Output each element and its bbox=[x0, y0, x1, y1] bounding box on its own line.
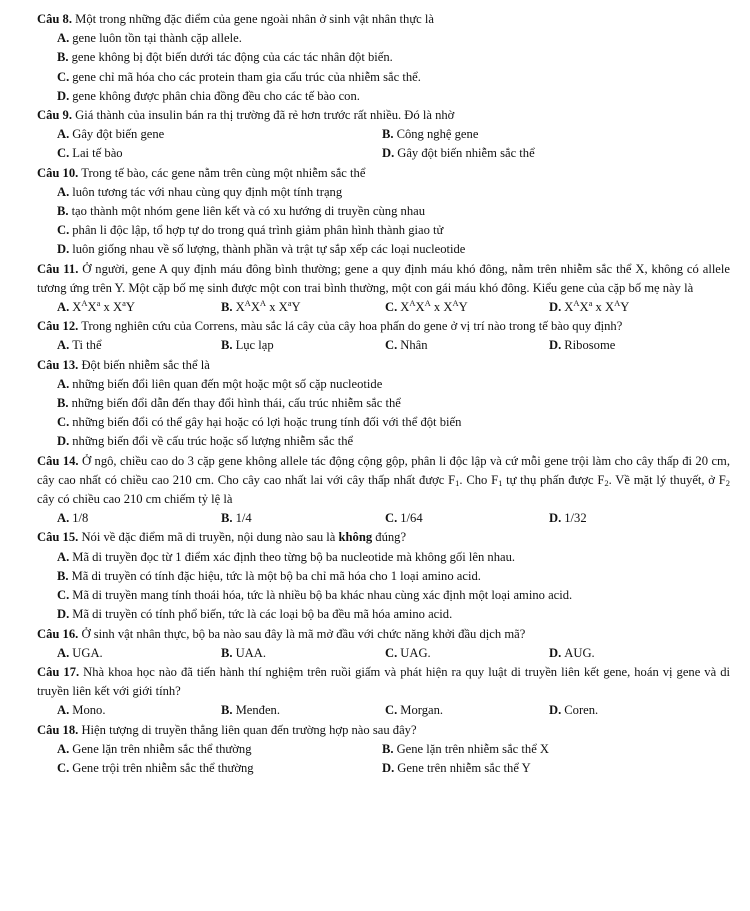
option-c bbox=[385, 644, 549, 663]
option-text: UAG. bbox=[400, 645, 431, 660]
option-text: Mã di truyền mang tính thoái hóa, tức là nhiều bộ ba khác nhau cùng xác định một loại amino acid. bbox=[72, 588, 573, 603]
question-9 bbox=[37, 106, 730, 164]
question-stem bbox=[37, 356, 730, 375]
question-stem bbox=[37, 663, 730, 701]
option-a bbox=[57, 125, 382, 144]
option-c bbox=[57, 144, 382, 163]
question-text: Đột biến nhiễm sắc thể là bbox=[78, 357, 210, 372]
option-d bbox=[549, 298, 713, 317]
option-b bbox=[382, 740, 707, 759]
option-c bbox=[37, 586, 730, 605]
option-text: Lục lạp bbox=[235, 338, 274, 353]
option-c bbox=[385, 509, 549, 528]
option-letter: C. bbox=[385, 645, 398, 660]
option-letter: A. bbox=[57, 549, 70, 564]
option-c bbox=[385, 298, 549, 317]
option-d bbox=[549, 701, 713, 720]
question-text: Ở sinh vật nhân thực, bộ ba nào sau đây là mã mở đầu với chức năng khởi đầu dịch mã? bbox=[78, 626, 526, 641]
option-text: Mã di truyền đọc từ 1 điểm xác định theo từng bộ ba nucleotide mà không gối lên nhau. bbox=[72, 549, 516, 564]
option-text: gene không bị đột biến dưới tác động của các tác nhân đột biến. bbox=[71, 50, 393, 65]
option-letter: D. bbox=[57, 88, 70, 103]
option-b bbox=[221, 701, 385, 720]
option-b bbox=[221, 644, 385, 663]
option-letter: B. bbox=[382, 127, 394, 142]
options-row bbox=[37, 701, 730, 720]
option-letter: A. bbox=[57, 645, 70, 660]
option-text: Gây đột biến nhiễm sắc thể bbox=[397, 146, 535, 161]
options-row bbox=[37, 740, 730, 759]
option-letter: B. bbox=[221, 645, 233, 660]
option-letter: D. bbox=[57, 607, 70, 622]
question-stem bbox=[37, 317, 730, 336]
question-number: Câu 8. bbox=[37, 12, 72, 26]
option-text: Mã di truyền có tính đặc hiệu, tức là một bộ ba chỉ mã hóa cho 1 loại amino acid. bbox=[71, 568, 481, 583]
option-letter: A. bbox=[57, 31, 70, 46]
option-text: những biến đổi liên quan đến một hoặc một số cặp nucleotide bbox=[72, 376, 383, 391]
option-text: Gene lặn trên nhiễm sắc thể X bbox=[396, 741, 550, 756]
question-12 bbox=[37, 317, 730, 355]
question-18 bbox=[37, 721, 730, 779]
options-row bbox=[37, 125, 730, 144]
option-c bbox=[385, 336, 549, 355]
option-text: Gene trên nhiễm sắc thể Y bbox=[397, 760, 531, 775]
option-c bbox=[57, 759, 382, 778]
question-number: Câu 17. bbox=[37, 664, 80, 679]
option-b bbox=[221, 298, 385, 317]
question-11 bbox=[37, 260, 730, 318]
option-a bbox=[57, 509, 221, 528]
question-number: Câu 11. bbox=[37, 261, 79, 276]
option-letter: C. bbox=[57, 415, 70, 430]
option-letter: A. bbox=[57, 184, 70, 199]
option-text: những biến đổi có thể gây hại hoặc có lợi hoặc trung tính đối với thể đột biến bbox=[72, 415, 462, 430]
question-text: Ở ngô, chiều cao do 3 cặp gene không allele tác động cộng gộp, phân li độc lập và cứ mỗi gene trội làm cho cây thấp đi 20 cm, cây cao nhất có chiều cao 210 cm. Cho cây cao nhất lai với cây thấp nhất được $F_1$. Cho $F_1$ tự thụ phấn được $F_2$. Về mặt lý thuyết, ở $F_2$ cây có chiều cao 210 cm chiếm tỷ lệ là bbox=[37, 453, 730, 507]
option-a bbox=[37, 375, 730, 394]
question-text: Trong nghiên cứu của Correns, màu sắc lá cây của cây hoa phấn do gene ở vị trí nào trong tế bào quy định? bbox=[78, 319, 623, 334]
emphasis-text: không bbox=[338, 530, 373, 545]
option-text: Gây đột biến gene bbox=[72, 127, 165, 142]
option-text: Ti thể bbox=[72, 338, 102, 353]
option-a bbox=[57, 701, 221, 720]
option-letter: B. bbox=[57, 568, 69, 583]
option-letter: A. bbox=[57, 703, 70, 718]
question-number: Câu 16. bbox=[37, 626, 79, 641]
option-text: gene chỉ mã hóa cho các protein tham gia cấu trúc của nhiễm sắc thể. bbox=[72, 69, 421, 84]
option-letter: C. bbox=[385, 703, 398, 718]
option-a bbox=[37, 29, 730, 48]
question-text: Một trong những đặc điểm của gene ngoài nhân ở sinh vật nhân thực là bbox=[72, 12, 435, 26]
option-letter: B. bbox=[221, 300, 233, 315]
question-number: Câu 12. bbox=[37, 319, 79, 334]
option-d bbox=[382, 144, 707, 163]
option-letter: D. bbox=[57, 434, 70, 449]
option-b bbox=[37, 567, 730, 586]
option-text: Gene trội trên nhiễm sắc thể thường bbox=[72, 760, 254, 775]
question-text: Nhà khoa học nào đã tiến hành thí nghiệm trên ruồi giấm và phát hiện ra quy luật di truyền liên kết gene, hoán vị gene và di truyền liên kết với giới tính? bbox=[37, 664, 730, 699]
option-d bbox=[549, 509, 713, 528]
option-c bbox=[37, 413, 730, 432]
option-letter: B. bbox=[57, 50, 69, 65]
option-letter: C. bbox=[57, 146, 70, 161]
option-letter: D. bbox=[549, 338, 562, 353]
option-letter: C. bbox=[385, 511, 398, 526]
option-d bbox=[37, 240, 730, 259]
option-text: UAA. bbox=[235, 645, 266, 660]
option-text: Công nghệ gene bbox=[396, 127, 479, 142]
option-letter: B. bbox=[221, 511, 233, 526]
option-text: Mono. bbox=[72, 703, 106, 718]
option-d bbox=[549, 644, 713, 663]
options-row bbox=[37, 144, 730, 163]
question-number: Câu 13. bbox=[37, 357, 79, 372]
question-stem bbox=[37, 452, 730, 510]
option-text: Ribosome bbox=[564, 338, 616, 353]
genotype: $X^AX^a$ x $X^aY$ bbox=[72, 298, 135, 315]
genotype: $X^AX^A$ x $X^AY$ bbox=[400, 298, 468, 315]
question-stem bbox=[37, 260, 730, 298]
option-text: Gene lặn trên nhiễm sắc thể thường bbox=[72, 741, 252, 756]
question-stem bbox=[37, 528, 730, 547]
option-text: những biến đổi dẫn đến thay đổi hình thái, cấu trúc nhiễm sắc thể bbox=[71, 396, 401, 411]
option-a bbox=[57, 740, 382, 759]
option-d bbox=[37, 605, 730, 624]
option-text: phân li độc lập, tổ hợp tự do trong quá trình giảm phân hình thành giao tử bbox=[72, 223, 444, 238]
options-row bbox=[37, 509, 730, 528]
option-text: tạo thành một nhóm gene liên kết và có xu hướng di truyền cùng nhau bbox=[71, 204, 425, 219]
question-text: Giá thành của insulin bán ra thị trường đã rẻ hơn trước rất nhiều. Đó là nhờ bbox=[72, 108, 455, 123]
option-letter: B. bbox=[221, 703, 233, 718]
option-text: 1/4 bbox=[235, 511, 252, 526]
option-b bbox=[382, 125, 707, 144]
question-number: Câu 10. bbox=[37, 165, 79, 180]
option-c bbox=[37, 68, 730, 87]
question-number: Câu 9. bbox=[37, 108, 72, 123]
option-b bbox=[221, 336, 385, 355]
option-letter: C. bbox=[57, 69, 70, 84]
question-10 bbox=[37, 164, 730, 260]
option-b bbox=[37, 202, 730, 221]
option-text: AUG. bbox=[564, 645, 595, 660]
option-a bbox=[57, 644, 221, 663]
question-number: Câu 14. bbox=[37, 453, 79, 468]
option-letter: D. bbox=[549, 511, 562, 526]
question-text: Nói về đặc điểm mã di truyền, nội dung nào sau là bbox=[78, 530, 339, 545]
question-16 bbox=[37, 625, 730, 663]
option-a bbox=[57, 298, 221, 317]
question-15 bbox=[37, 528, 730, 624]
option-letter: B. bbox=[221, 338, 233, 353]
question-text-end: đúng? bbox=[372, 530, 407, 545]
option-text: gene luôn tồn tại thành cặp allele. bbox=[72, 31, 242, 46]
option-letter: B. bbox=[57, 204, 69, 219]
question-number: Câu 15. bbox=[37, 530, 79, 545]
option-text: UGA. bbox=[72, 645, 103, 660]
option-text: luôn giống nhau về số lượng, thành phần và trật tự sắp xếp các loại nucleotide bbox=[72, 242, 466, 257]
option-letter: A. bbox=[57, 338, 70, 353]
option-a bbox=[37, 548, 730, 567]
option-letter: B. bbox=[57, 396, 69, 411]
option-b bbox=[37, 394, 730, 413]
option-b bbox=[37, 48, 730, 67]
option-letter: A. bbox=[57, 511, 70, 526]
question-8 bbox=[37, 10, 730, 106]
option-b bbox=[221, 509, 385, 528]
options-row bbox=[37, 298, 730, 317]
option-letter: A. bbox=[57, 741, 70, 756]
option-letter: C. bbox=[385, 338, 398, 353]
option-text: Nhân bbox=[400, 338, 428, 353]
option-text: những biến đổi về cấu trúc hoặc số lượng nhiễm sắc thể bbox=[72, 434, 354, 449]
option-d bbox=[549, 336, 713, 355]
option-letter: B. bbox=[382, 741, 394, 756]
option-letter: D. bbox=[57, 242, 70, 257]
option-text: gene không được phân chia đồng đều cho các tế bào con. bbox=[72, 88, 360, 103]
option-letter: D. bbox=[549, 703, 562, 718]
option-text: 1/64 bbox=[400, 511, 423, 526]
genotype: $X^AX^A$ x $X^aY$ bbox=[235, 298, 301, 315]
option-letter: C. bbox=[57, 588, 70, 603]
genotype: $X^AX^a$ x $X^AY$ bbox=[564, 298, 630, 315]
option-text: 1/32 bbox=[564, 511, 587, 526]
question-number: Câu 18. bbox=[37, 722, 79, 737]
option-c bbox=[385, 701, 549, 720]
option-letter: D. bbox=[382, 760, 395, 775]
options-row bbox=[37, 644, 730, 663]
option-d bbox=[37, 432, 730, 451]
option-text: Menđen. bbox=[235, 703, 280, 718]
option-letter: D. bbox=[549, 645, 562, 660]
question-stem bbox=[37, 10, 730, 29]
option-letter: A. bbox=[57, 127, 70, 142]
option-text: Lai tế bào bbox=[72, 146, 123, 161]
question-text: Ở người, gene A quy định máu đông bình thường; gene a quy định máu khó đông, nằm trên nhiễm sắc thể X, không có allele tương ứng trên Y. Một cặp bố mẹ sinh được một con trai bình thường, một con gái máu khó đông. Kiểu gene của cặp bố mẹ này là bbox=[37, 261, 730, 295]
option-a bbox=[37, 183, 730, 202]
question-text: Hiện tượng di truyền thẳng liên quan đến trường hợp nào sau đây? bbox=[78, 722, 417, 737]
options-row bbox=[37, 336, 730, 355]
options-row bbox=[37, 759, 730, 778]
option-text: Mã di truyền có tính phổ biến, tức là các loại bộ ba đều mã hóa amino acid. bbox=[72, 607, 453, 622]
question-stem bbox=[37, 721, 730, 740]
option-letter: D. bbox=[382, 146, 395, 161]
question-14 bbox=[37, 452, 730, 529]
option-letter: C. bbox=[57, 223, 70, 238]
option-d bbox=[382, 759, 707, 778]
option-text: 1/8 bbox=[72, 511, 89, 526]
option-letter: C. bbox=[385, 300, 398, 315]
question-stem bbox=[37, 625, 730, 644]
question-text: Trong tế bào, các gene nằm trên cùng một nhiễm sắc thể bbox=[78, 165, 366, 180]
option-text: luôn tương tác với nhau cùng quy định một tính trạng bbox=[72, 184, 343, 199]
question-stem bbox=[37, 106, 730, 125]
option-letter: A. bbox=[57, 376, 70, 391]
option-letter: C. bbox=[57, 760, 70, 775]
option-c bbox=[37, 221, 730, 240]
option-text: Morgan. bbox=[400, 703, 444, 718]
question-17 bbox=[37, 663, 730, 721]
question-13 bbox=[37, 356, 730, 452]
option-d bbox=[37, 87, 730, 106]
option-letter: A. bbox=[57, 300, 70, 315]
option-text: Coren. bbox=[564, 703, 599, 718]
option-a bbox=[57, 336, 221, 355]
option-letter: D. bbox=[549, 300, 562, 315]
question-stem bbox=[37, 164, 730, 183]
